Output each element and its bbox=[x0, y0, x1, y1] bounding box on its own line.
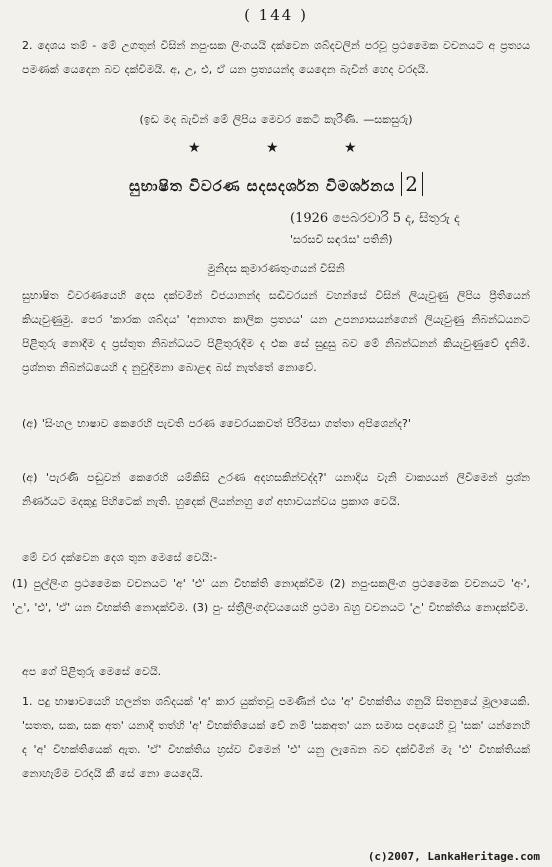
paragraph-intro: සුභාෂිත විවරණයෙහි දෙස දක්වමින් විජයානන්ද සඬිවරයන් වහන්සේ විසින් ලියැවුණු ලිපිය ප්‍රීතියෙන් කියැවුණුමු. පෙර 'කාරක ශබ්දය' 'අනාගත කාලික ප්‍රත්‍යය' යන උපන්‍යාසයන්ගෙන් ලියැවුණු නිබන්ධයනට පිළිතුරු නොදීම ද ප්‍රස්තුත නිබන්ධයට පිළිතුරුදීම ද එක සේ සුදුසු බව මේ නිබන්ධනන් කියැවුණුවේ දැනිමී. ප්‍රශ්නත නිබන්ධයෙහි ද නුවුදිමනා බොළඳ බස් නැත්තේ නොවේ. bbox=[22, 289, 535, 374]
date-line-2: 'සරසවි සඳරැස' පතිනි) bbox=[290, 233, 393, 246]
paragraph-point-2: 2. දෙශය තම් - මේ උගතුන් විසින් නපුංසක ලිංගයයි දක්වෙන ශබ්දවලින් පරවූ ප්‍රථමෛක වචනයට අ ප්‍රත්‍යය පමණක් යෙදෙන බව දක්වීමයි. අ, උ, එ, ඒ යන ප්‍රත්‍යයන්ද යෙදෙන බැවින් හෙද වරදයි. bbox=[22, 39, 535, 76]
star-icon: ★ bbox=[266, 140, 279, 156]
page-number: ( 144 ) bbox=[244, 6, 308, 24]
star-icon: ★ bbox=[344, 140, 357, 156]
question-a1: (අ) 'සිංහල භාෂාව කෙරෙහි පැවති පරණ වෛරයකවත් පිරිමසා ගත්තා අපිශෙන්ද?' bbox=[22, 417, 411, 430]
article-number: 2 bbox=[401, 172, 423, 196]
date-line-1: (1926 පෙබරවාරි 5 ද, සිතුරු ද bbox=[290, 211, 460, 226]
paragraph-reply-1: 1. පදු භාෂාවයෙහි හලන්ත ශබ්දයක් 'අ' කාර යුක්තවූ පමණින් එය 'අ' විභක්තිය ගනුයි සිතනුයේ මූලායෙකි. 'සතත, සක, සක අත' යනාදී තත්හි 'අ' විභක්තියෙක් වේ නම් 'සකඅත' යන සමාස පදයෙහි වූ 'සක' යන්නෙහි ද 'අ' විභක්තියෙක් ඇත. 'ඒ' විභක්තිය හ්‍රස්ව වීමෙන් 'එ' යනු ලැබෙන බව දක්වීමින් මැ 'එ' විභක්තියක් නොහැම්ම වරදයි කී සේ නො යෙදෙයි. bbox=[22, 695, 535, 780]
editor-note: (ඉඩ මද බැවින් මේ ලිපිය මෙවර කෙටි කැරිණි. —සකසුරු) bbox=[139, 113, 413, 126]
copyright-footer: (c)2007, LankaHeritage.com bbox=[367, 850, 540, 863]
points-list: (1) පුල්ලිංග ප්‍රථමෛක වචනයට 'අ' 'එ' යන විභක්ති නොදක්වීම (2) නපුංසකලිංග ප්‍රථමෛක වචනයට 'අං', 'උ', 'එ', 'ඒ' යන විභක්ති නොදක්වීම. (3) පුං ස්ත්‍රීලිංගද්වයයෙහි ප්‍රථමා බහු වචනයට 'උ' විභක්තිය නොදක්වීම. bbox=[12, 577, 535, 614]
points-intro: මේ වර දක්වෙන දෙශ තුන මෙසේ වෙයි:- bbox=[22, 551, 217, 564]
star-icon: ★ bbox=[188, 140, 201, 156]
article-title bbox=[0, 172, 552, 196]
date-line bbox=[290, 208, 540, 250]
question-a2: (අ) 'පැරණි පඬුවන් කෙරෙහි යම්කිසි උරණ අදහසකින්වද්ද?' යනාදිය වැනි වාක්‍යයන් ලිවීමෙන් ප්‍රශ්න නිර්ණයට මදකුදු පිහිටෙක් නැති. හුදෙක් ලියන්නහු ගේ අභාවයන්වය ප්‍රකාශ වෙයි. bbox=[22, 471, 535, 508]
reply-intro: අප ගේ පිළිතුරු මෙසේ වෙයි. bbox=[22, 665, 162, 678]
star-divider bbox=[0, 140, 552, 160]
byline: මුනිදස කුමාරණතුංගයන් විසිනි bbox=[207, 262, 345, 275]
article-title-text: සුභාෂිත විවරණ සදසදර්ශන විමර්ශනය bbox=[129, 177, 396, 195]
